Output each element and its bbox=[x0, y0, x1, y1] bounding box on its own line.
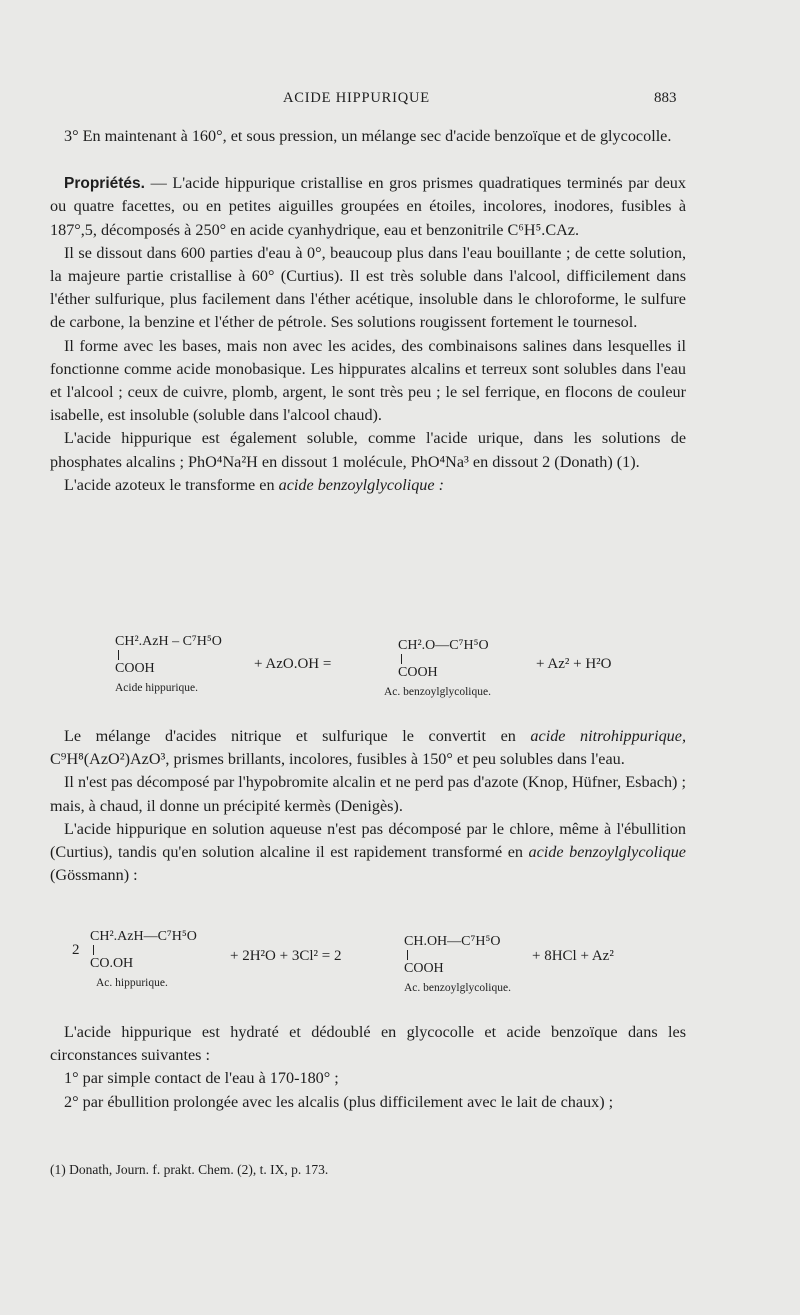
paragraph-hydrolysis: L'acide hippurique est hydraté et dédoublé en glycocolle et acide benzoïque dans les circonstances suivantes : bbox=[50, 1023, 686, 1065]
formula2-left bbox=[90, 928, 197, 992]
text-block-3 bbox=[50, 1021, 686, 1114]
formula1-right-bottom: COOH bbox=[398, 665, 438, 680]
formula1-left-caption: Acide hippurique. bbox=[115, 682, 199, 694]
formula1-operator-2: + Az² + H²O bbox=[536, 656, 612, 672]
paragraph-hydrolysis-2: 2° par ébullition prolongée avec les alcalis (plus difficilement avec le lait de chaux) ; bbox=[64, 1092, 614, 1111]
formula2-coefficient: 2 bbox=[72, 942, 80, 958]
paragraph-solubility: Il se dissout dans 600 parties d'eau à 0°, beaucoup plus dans l'eau bouillante ; de cette solution, la majeure partie cristallise à 60° (Curtius). Il est très soluble dans l'alcool, difficilement dans l'éther sulfurique, plus facilement dans l'éther acétique, insoluble dans le chloroforme, le sulfure de carbone, la benzine et l'éther de pétrole. Ses solutions rougissent fortement le tournesol. bbox=[50, 243, 686, 332]
text-block-2 bbox=[50, 725, 686, 887]
formula1-right-caption: Ac. benzoylglycolique. bbox=[384, 686, 491, 698]
bond-line bbox=[118, 650, 119, 660]
bond-line bbox=[93, 945, 94, 955]
formula2-right-caption: Ac. benzoylglycolique. bbox=[404, 982, 511, 994]
paragraph-hydrolysis-1: 1° par simple contact de l'eau à 170-180° ; bbox=[64, 1069, 339, 1088]
formula1-operator-1: + AzO.OH = bbox=[254, 656, 332, 672]
nitration-text-a: Le mélange d'acides nitrique et sulfurique le convertit en bbox=[64, 727, 531, 745]
formula1-left-top: CH².AzH – C⁷H⁵O bbox=[115, 634, 222, 649]
paragraph-properties bbox=[50, 172, 686, 242]
running-title: ACIDE HIPPURIQUE bbox=[283, 90, 430, 106]
bond-line bbox=[407, 950, 408, 960]
text-block-1 bbox=[50, 125, 686, 497]
nitrous-italic: acide benzoylglycolique : bbox=[278, 475, 445, 494]
formula2-right-top: CH.OH—C⁷H⁵O bbox=[404, 934, 501, 949]
paragraph-nitration bbox=[50, 725, 686, 771]
chlorine-text-c: (Gössmann) : bbox=[50, 866, 138, 885]
formula2-left-top: CH².AzH—C⁷H⁵O bbox=[90, 929, 197, 944]
chlorine-italic: acide benzoylglycolique bbox=[528, 843, 686, 862]
formula2-right bbox=[404, 933, 511, 997]
properties-text: — L'acide hippurique cristallise en gros prismes quadratiques terminés par deux ou quatre facettes, ou en petites aiguilles groupées en étoiles, incolores, inodores, fusibles à 187°,5, décomposés à 250° en acide cyanhydrique, eau et benzonitrile C⁶H⁵.CAz. bbox=[50, 174, 686, 239]
formula1-left-bottom: COOH bbox=[115, 661, 155, 676]
chlorine-text-a: L'acide hippurique en solution aqueuse n'est pas décomposé par le chlore, même à l'ébullition (Curtius), tandis qu'en solution alcaline il est rapidement transformé en bbox=[50, 819, 686, 862]
running-header bbox=[0, 90, 800, 112]
paragraph-nitrous-acid bbox=[50, 474, 686, 497]
paragraph-hypobromite: Il n'est pas décomposé par l'hypobromite alcalin et ne perd pas d'azote (Knop, Hüfner, Esbach) ; mais, à chaud, il donne un précipité kermès (Denigès). bbox=[50, 773, 686, 815]
formula2-operator-1: + 2H²O + 3Cl² = 2 bbox=[230, 948, 342, 964]
formula1-left bbox=[115, 633, 222, 697]
formula1-right-top: CH².O—C⁷H⁵O bbox=[398, 638, 489, 653]
page-number: 883 bbox=[654, 90, 677, 106]
formula2-operator-2: + 8HCl + Az² bbox=[532, 948, 614, 964]
formula2-left-caption: Ac. hippurique. bbox=[96, 977, 168, 989]
paragraph-salts: Il forme avec les bases, mais non avec les acides, des combinaisons salines dans lesquelles il fonctionne comme acide monobasique. Les hippurates alcalins et terreux sont solubles dans l'eau et l'alcool ; ceux de cuivre, plomb, argent, le sont très peu ; le sel ferrique, en flocons de couleur isabelle, est insoluble (soluble dans l'alcool chaud). bbox=[50, 336, 686, 425]
paragraph-synthesis-3: 3° En maintenant à 160°, et sous pression, un mélange sec d'acide benzoïque et de glycocolle. bbox=[64, 127, 672, 145]
footnote: (1) Donath, Journ. f. prakt. Chem. (2), t. IX, p. 173. bbox=[50, 1162, 329, 1177]
formula2-right-bottom: COOH bbox=[404, 961, 444, 976]
nitration-text-c: C⁹H⁸(AzO²)AzO³, prismes brillants, incolores, fusibles à 150° et peu solubles dans l'eau. bbox=[50, 750, 625, 769]
nitration-italic: acide nitrohippurique, bbox=[530, 727, 686, 745]
bond-line bbox=[401, 654, 402, 664]
paragraph-phosphates: L'acide hippurique est également soluble, comme l'acide urique, dans les solutions de phosphates alcalins ; PhO⁴Na²H en dissout 1 molécule, PhO⁴Na³ en dissout 2 (Donath) (1). bbox=[50, 429, 686, 471]
formula1-right bbox=[384, 637, 491, 701]
nitrous-text: L'acide azoteux le transforme en bbox=[64, 475, 279, 494]
paragraph-chlorine bbox=[50, 818, 686, 888]
formula2-left-bottom: CO.OH bbox=[90, 956, 134, 971]
properties-heading: Propriétés. bbox=[64, 175, 145, 193]
